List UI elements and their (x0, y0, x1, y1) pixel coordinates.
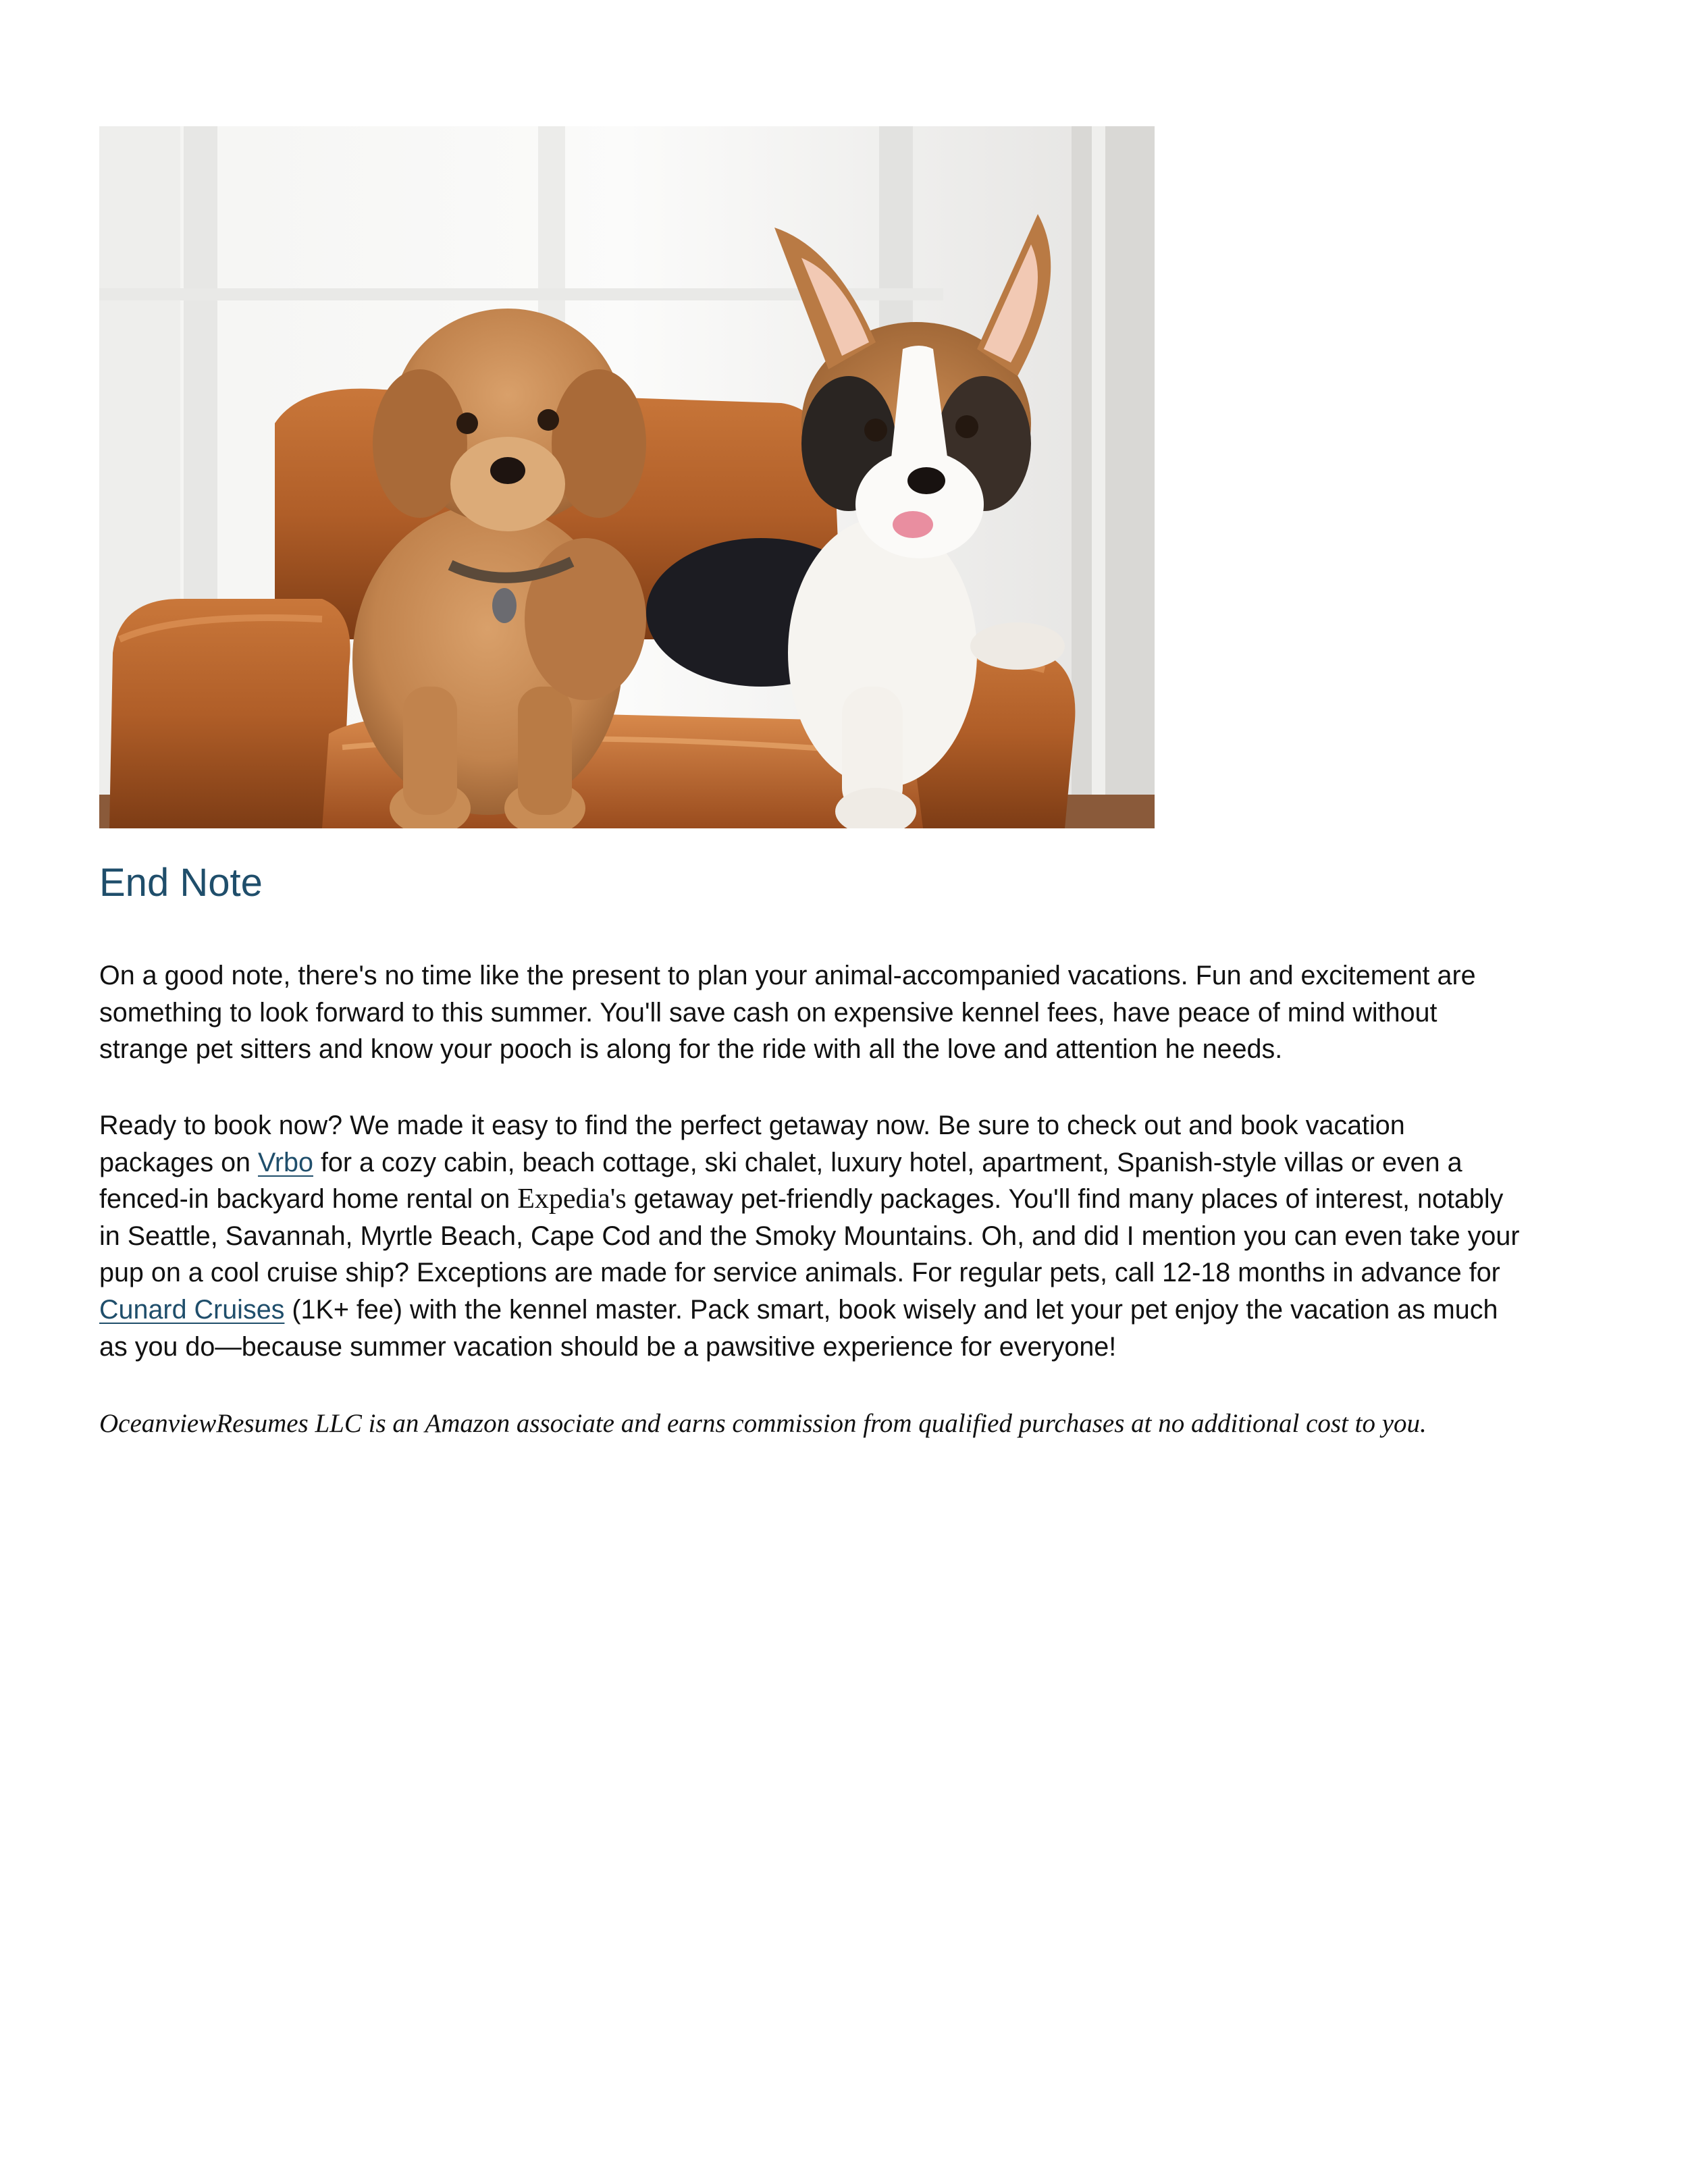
paragraph-booking (99, 1107, 1524, 1365)
vrbo-link[interactable]: Vrbo (257, 1147, 313, 1177)
expedia-brand-text: Expedia's (517, 1183, 627, 1215)
section-heading: End Note (99, 861, 263, 905)
paragraph-intro: On a good note, there's no time like the present to plan your animal-accompanied vacations. Fun and excitement are something to look forward to this summer. You'll save cash on expensive kennel fees, have peace of mind without strange pet sitters and know your pooch is along for the ride with all the love and attention he needs. (99, 961, 1476, 1065)
paragraph-text: for a cozy cabin, beach cottage, ski chalet, luxury hotel, apartment, Spanish-style villas or even a fenced-in backyard home rental on (99, 1147, 1462, 1215)
paragraph-text: Ready to book now? We made it easy to find the perfect getaway now. Be sure to check out and book vacation packages on (99, 1111, 1405, 1177)
puppies-photo (99, 126, 1155, 828)
paragraph-text: getaway pet-friendly packages. You'll find many places of interest, notably in Seattle, Savannah, Myrtle Beach, Cape Cod and the Smoky Mountains. Oh, and did I mention you can even take your pup on a cool cruise ship? Exceptions are made for service animals. For regular pets, call 12-18 months in advance for (99, 1184, 1520, 1288)
affiliate-disclaimer: OceanviewResumes LLC is an Amazon associate and earns commission from qualified purchases at no additional cost to you. (99, 1409, 1427, 1438)
cunard-cruises-link[interactable]: Cunard Cruises (99, 1294, 285, 1325)
paragraph-text: (1K+ fee) with the kennel master. Pack smart, book wisely and let your pet enjoy the vacation as much as you do—because summer vacation should be a pawsitive experience for everyone! (99, 1294, 1498, 1362)
